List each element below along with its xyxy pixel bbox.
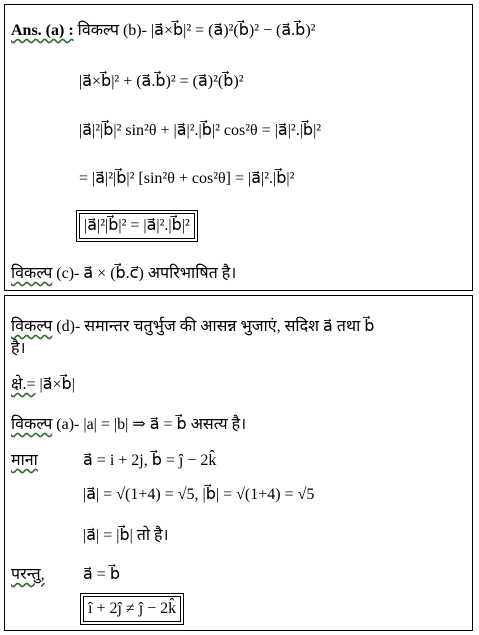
area-line (11, 374, 75, 396)
area-label: क्षे.= (11, 376, 36, 393)
solution-panel-bottom (4, 295, 473, 631)
solution-panel-top (4, 4, 473, 291)
answer-label: Ans. (a) : (11, 22, 74, 39)
boxed-equation: |a⃗|²|b⃗|² = |a⃗|².|b⃗|² (79, 213, 195, 239)
option-d-continuation: है। (11, 340, 26, 357)
option-a-text: (a)- |a| = |b| ⇒ a⃗ = b⃗ असत्य है। (52, 416, 247, 433)
option-a-label: विकल्प (11, 416, 53, 433)
answer-line (11, 20, 315, 42)
magnitude-line: |a⃗| = √(1+4) = √5, |b⃗| = √(1+4) = √5 (83, 486, 315, 503)
option-d-line (11, 316, 374, 338)
option-a-line (11, 414, 246, 436)
but-equation: a⃗ = b⃗ (83, 566, 120, 583)
equation-line-4: = |a⃗|²|b⃗|² [sin²θ + cos²θ] = |a⃗|².|b⃗|² (79, 170, 295, 187)
option-d-label: विकल्प (11, 318, 53, 335)
option-c-text: (c)- a⃗ × (b⃗.c⃗) अपरिभाषित है। (52, 265, 237, 282)
option-c-label: विकल्प (11, 265, 53, 282)
option-b-equation: विकल्प (b)- |a⃗×b⃗|² = (a⃗)²(b⃗)² − (a⃗.b⃗)² (73, 22, 316, 39)
vector-definitions: a⃗ = i + 2j, b⃗ = ĵ − 2k̂ (83, 452, 217, 469)
equal-magnitude-line: |a⃗| = |b⃗| तो है। (83, 527, 169, 544)
equation-line-2: |a⃗×b⃗|² + (a⃗.b⃗)² = (a⃗)²(b⃗)² (79, 73, 244, 90)
suppose-line (11, 450, 38, 472)
boxed-inequality: î + 2ĵ ≠ ĵ − 2k̂ (83, 596, 181, 622)
equation-line-3: |a⃗|²|b⃗|² sin²θ + |a⃗|².|b⃗|² cos²θ = |a⃗|².|b⃗|² (79, 122, 322, 139)
but-line (11, 564, 45, 586)
option-c-line (11, 263, 236, 285)
option-d-text: (d)- समान्तर चतुर्भुज की आसन्न भुजाएं, सदिश a⃗ तथा b⃗ (52, 318, 375, 335)
suppose-label: माना (11, 452, 38, 469)
boxed-result (79, 213, 195, 239)
boxed-inequality-line (83, 596, 181, 622)
but-label: परन्तु, (11, 566, 45, 583)
area-text: |a⃗×b⃗| (35, 376, 75, 393)
